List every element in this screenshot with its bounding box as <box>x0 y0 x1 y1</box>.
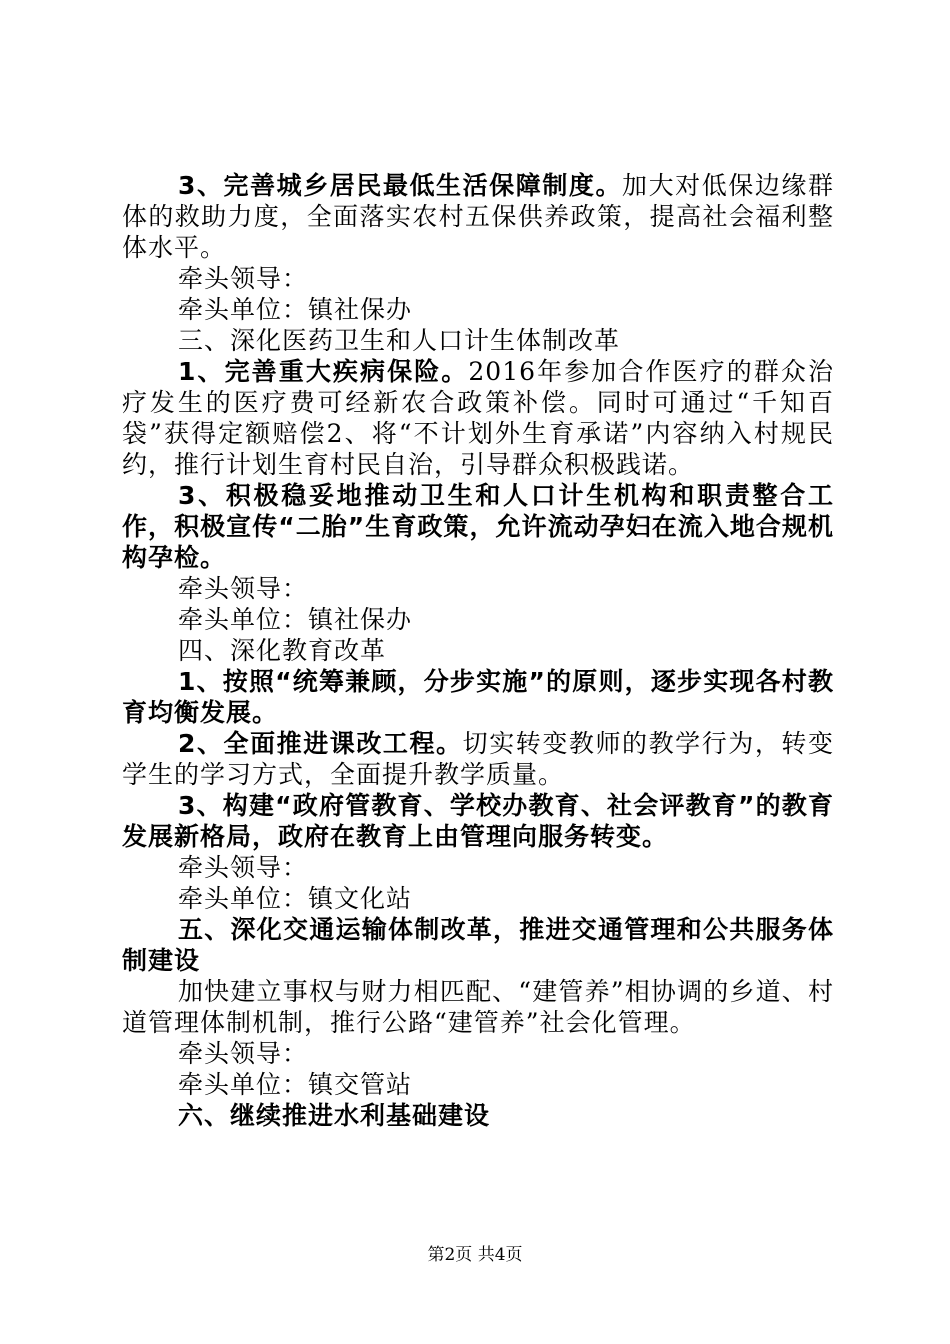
lead-unit-line: 牵头单位：镇交管站 <box>178 1070 413 1099</box>
section-heading-five: 五、深化交通运输体制改革，推进交通管理和公共服务体制建设 <box>122 915 834 975</box>
section-heading-three: 三、深化医药卫生和人口计生体制改革 <box>178 326 621 355</box>
paragraph-lead: 1、完善重大疾病保险。 <box>178 357 469 386</box>
paragraph-text: 切实转变教师的教学行为，转变学生的学习方式，全面提升教学质量。 <box>122 729 834 789</box>
lead-unit-line: 牵头单位：镇文化站 <box>178 884 413 913</box>
paragraph-text: 加大对低保边缘群体的救助力度，全面落实农村五保供养政策，提高社会福利整体水平。 <box>122 171 834 262</box>
document-body <box>122 170 834 1131</box>
lead-leader-line: 牵头领导： <box>178 1039 309 1068</box>
paragraph-education-item2 <box>122 728 834 790</box>
lead-unit-line: 牵头单位：镇社保办 <box>178 605 413 634</box>
paragraph-education-item1: 1、按照“统筹兼顾，分步实施”的原则，逐步实现各村教育均衡发展。 <box>122 667 834 727</box>
paragraph-lead: 2、全面推进课改工程。 <box>178 729 463 758</box>
page-number-footer: 第2页 共4页 <box>427 1245 523 1265</box>
paragraph-lead: 3、完善城乡居民最低生活保障制度。 <box>178 171 623 200</box>
paragraph-medical-item3: 3、积极稳妥地推动卫生和人口计生机构和职责整合工作，积极宣传“二胎”生育政策，允许流动孕妇在流入地合规机构孕检。 <box>122 481 834 572</box>
lead-leader-line: 牵头领导： <box>178 264 309 293</box>
lead-leader-line: 牵头领导： <box>178 574 309 603</box>
section-heading-six: 六、继续推进水利基础建设 <box>178 1101 491 1130</box>
lead-unit-line: 牵头单位：镇社保办 <box>178 295 413 324</box>
section-heading-four: 四、深化教育改革 <box>178 636 387 665</box>
paragraph-education-item3: 3、构建“政府管教育、学校办教育、社会评教育”的教育发展新格局，政府在教育上由管理向服务转变。 <box>122 791 834 851</box>
lead-leader-line: 牵头领导： <box>178 853 309 882</box>
paragraph-social-security-item3 <box>122 170 834 263</box>
paragraph-medical-item1 <box>122 356 834 480</box>
paragraph-transport-body: 加快建立事权与财力相匹配、“建管养”相协调的乡道、村道管理体制机制，推行公路“建管养”社会化管理。 <box>122 977 834 1037</box>
paragraph-text: 2016年参加合作医疗的群众治疗发生的医疗费可经新农合政策补偿。同时可通过“千知百袋”获得定额赔偿2、将“不计划外生育承诺”内容纳入村规民约，推行计划生育村民自治，引导群众积极践诺。 <box>122 357 834 479</box>
